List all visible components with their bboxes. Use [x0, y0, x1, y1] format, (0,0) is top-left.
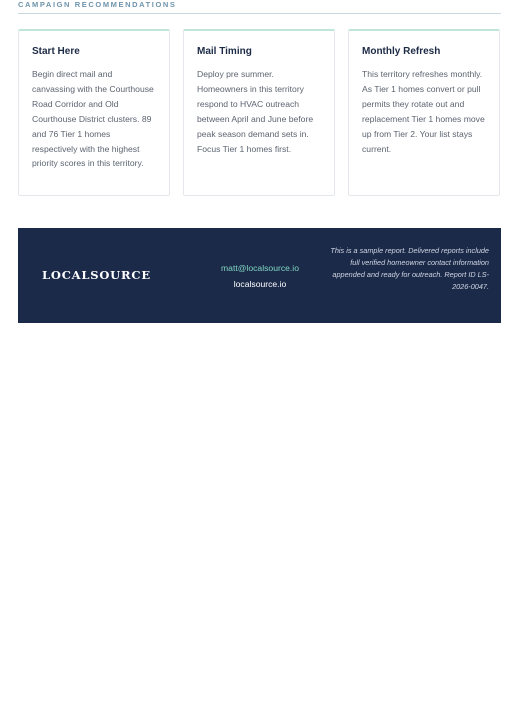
- localsource-logo: LOCALSOURCE: [42, 268, 151, 282]
- card-start-here: [18, 29, 170, 196]
- card-monthly-refresh: [348, 29, 500, 196]
- card-title: Monthly Refresh: [362, 46, 441, 57]
- card-body: Deploy pre summer. Homeowners in this territory respond to HVAC outreach between April and June before peak season demand sets in. Focus Tier 1 homes first.: [197, 69, 314, 154]
- card-body: This territory refreshes monthly. As Tier 1 homes convert or pull permits they rotate out and replacement Tier 1 homes move up from Tier 2. Your list stays current.: [362, 69, 485, 154]
- card-title: Start Here: [32, 46, 80, 57]
- sample-report-disclaimer: This is a sample report. Delivered reports include full verified homeowner contact information appended and ready for outreach. Report ID LS-2026-0047.: [330, 246, 489, 291]
- section-title: CAMPAIGN RECOMMENDATIONS: [18, 0, 177, 9]
- card-title: Mail Timing: [197, 46, 252, 57]
- contact-info: [198, 261, 322, 293]
- card-body: Begin direct mail and canvassing with the Courthouse Road Corridor and Old Courthouse District clusters. 89 and 76 Tier 1 homes respectively with the highest priority scores in this territory.: [32, 69, 154, 169]
- email-link[interactable]: matt@localsource.io: [221, 263, 299, 273]
- footer-banner: [18, 228, 501, 323]
- recommendation-cards: [18, 29, 501, 198]
- card-mail-timing: [183, 29, 335, 196]
- section-divider: [18, 13, 501, 14]
- website-link[interactable]: localsource.io: [233, 279, 287, 289]
